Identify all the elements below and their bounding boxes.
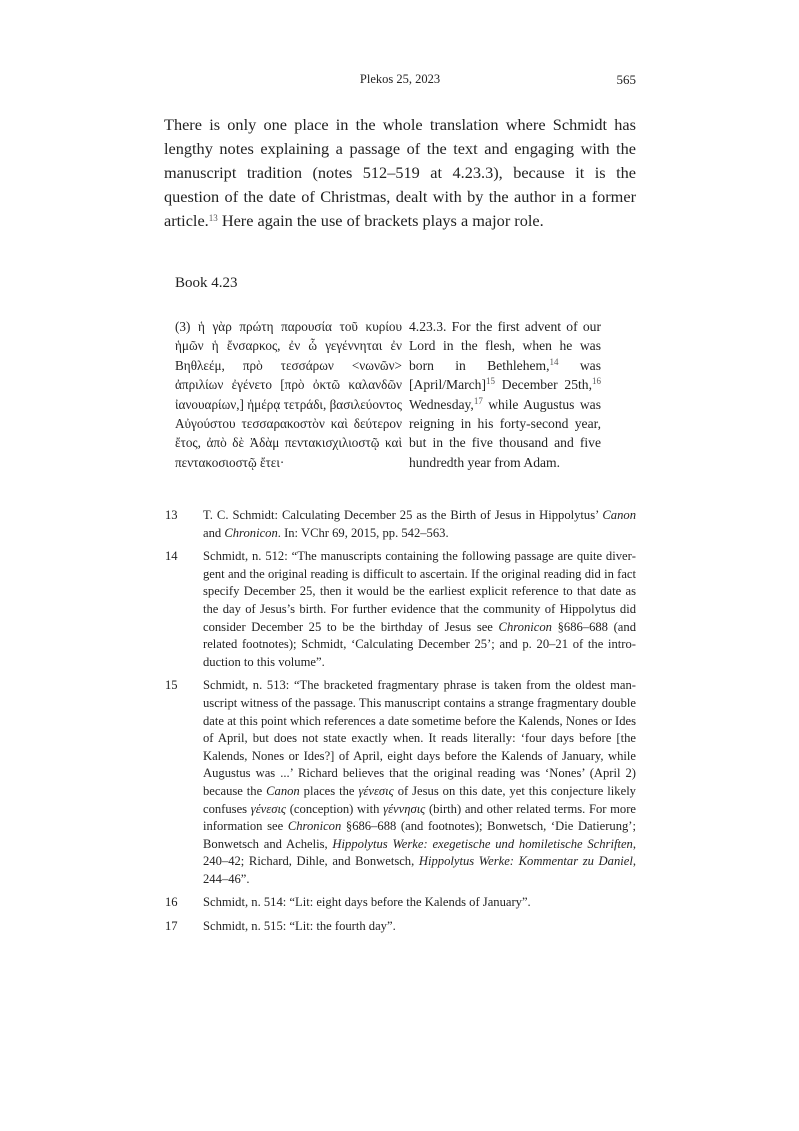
translation-text: was [April/March]: [409, 357, 601, 393]
italic-title: Hippolytus Werke: Kommentar zu Daniel: [418, 854, 633, 869]
footnote-ref-15[interactable]: 15: [486, 376, 496, 387]
footnote-14: [165, 548, 636, 671]
italic-title: Chronicon: [498, 619, 552, 634]
text: and: [203, 525, 225, 540]
text: Schmidt, n. 512: “The manuscripts containing the following passage are quite divergent and the original reading is difficult to ascertain. If the original reading did in fact specify December 25, then it would be the earliest explicit reference to that date as the day of Jesus’s birth. For further evidence that the community of Hippolytus did consider December 25 to be the birthday of Jesus see: [203, 549, 636, 634]
text: (conception) with: [286, 801, 384, 816]
footnotes: [165, 507, 636, 942]
journal-title: Plekos 25, 2023: [359, 72, 441, 86]
footnote-number: 17: [165, 919, 178, 934]
footnote-text: Schmidt, n. 514: “Lit: eight days before the Kalends of January”.: [203, 895, 531, 910]
footnote-number: 13: [165, 508, 178, 522]
text: of Jesus on this date, yet this conjecture likely confuses: [203, 783, 636, 816]
italic-title: Chronicon: [287, 819, 342, 834]
text: , 244–46”.: [203, 854, 636, 886]
footnote-ref-13[interactable]: 13: [208, 213, 218, 223]
page-number: 565: [616, 72, 636, 87]
text: §686–688 (and footnotes); Bonwetsch, ‘Die Datierung’; Bonwetsch and Achelis,: [203, 819, 636, 851]
footnote-text: [203, 677, 636, 888]
footnote-number: 16: [165, 895, 178, 910]
english-translation: [409, 317, 601, 472]
footnote-text: [203, 507, 636, 542]
translation-text: while Augustus was reigning in his forty-second year, but in the five thousand and five hundredth year from Adam.: [409, 396, 601, 470]
footnote-text: [203, 548, 636, 671]
italic-greek: γένεσις: [358, 783, 394, 798]
footnote-number: 15: [165, 678, 178, 693]
footnote-ref-14[interactable]: 14: [549, 356, 559, 367]
text: Schmidt, n. 513: “The bracketed fragmentary phrase is taken from the oldest manuscript witness of the passage. This manuscript contains a strange fragmentary double date at this point which references a date sometime before the Kalends, Nones or Ides of April, but does not state exactly when. It reads literally: ‘four days before [the Kalends, Nones or Ides?] of April, eight days before the Kalends of January, while Augustus was ...’ Richard believes that the original reading was ‘Nones’ (April 2) because the: [203, 678, 636, 798]
translation-text: Wednesday,: [409, 396, 474, 412]
body-text: There is only one place in the whole translation where Schmidt has lengthy notes explaining a passage of the text and engaging with the manuscript tradition (notes 512–519 at 4.23.3), because it is the question of the date of Christmas, dealt with by the author in a former article.: [164, 115, 636, 230]
italic-title: Chronicon: [224, 525, 278, 540]
text: , 240–42; Richard, Dihle, and Bonwetsch,: [203, 836, 636, 869]
footnote-ref-16[interactable]: 16: [592, 376, 601, 387]
footnote-13: [165, 507, 636, 542]
footnote-15: [165, 677, 636, 888]
footnote-text: Schmidt, n. 515: “Lit: the fourth day”.: [203, 919, 396, 934]
text: (birth) and other related terms. For more information see: [203, 801, 637, 834]
italic-title: Canon: [266, 783, 300, 798]
italic-title: Canon: [602, 508, 636, 522]
footnote-16: [165, 894, 636, 912]
italic-greek: γένεσις: [250, 801, 287, 816]
body-text: Here again the use of brackets plays a major role.: [217, 211, 544, 230]
italic-greek: γέννησις: [383, 801, 426, 816]
text: §686–688 (and related footnotes); Schmidt, ‘Calculating December 25’; and p. 20–21 of the introduction to this volume”.: [203, 619, 636, 669]
translation-text: December 25th,: [495, 377, 592, 393]
italic-title: Hippolytus Werke: exegetische und homiletische Schriften: [332, 836, 633, 851]
excerpt-heading: Book 4.23: [175, 275, 238, 291]
running-header: [164, 72, 636, 92]
text: . In: VChr 69, 2015, pp. 542–563.: [277, 525, 449, 540]
text: T. C. Schmidt: Calculating December 25 as the Birth of Jesus in Hippolytus’: [203, 508, 603, 522]
body-paragraph: [164, 113, 636, 233]
text: places the: [299, 783, 359, 798]
footnote-17: [165, 918, 636, 936]
translation-text: 4.23.3. For the first advent of our Lord in the flesh, when he was born in Bethlehem,: [409, 319, 601, 373]
footnote-ref-17[interactable]: 17: [473, 395, 483, 406]
footnote-number: 14: [165, 549, 178, 564]
greek-text: (3) ἡ γὰρ πρώτη παρουσία τοῦ κυρίου ἡμῶν ἡ ἔνσαρκος, ἐν ὧ γεγέννηται ἐν Βηθλεέμ, πρὸ τεσσάρων <νωνῶν> ἀπριλίων ἐγένετο [πρὸ ὀκτῶ καλανδῶν ἰανουαρίων,] ἡμέρᾳ τετράδι, βασιλεύοντος Αὐγούστου τεσσαρακοστὸν καὶ δεύτερον ἔτος, ἀπὸ δὲ Ἀδὰμ πεντακισχιλιοστῷ καὶ πεντακοσιοστῷ ἔτει·: [175, 319, 402, 470]
